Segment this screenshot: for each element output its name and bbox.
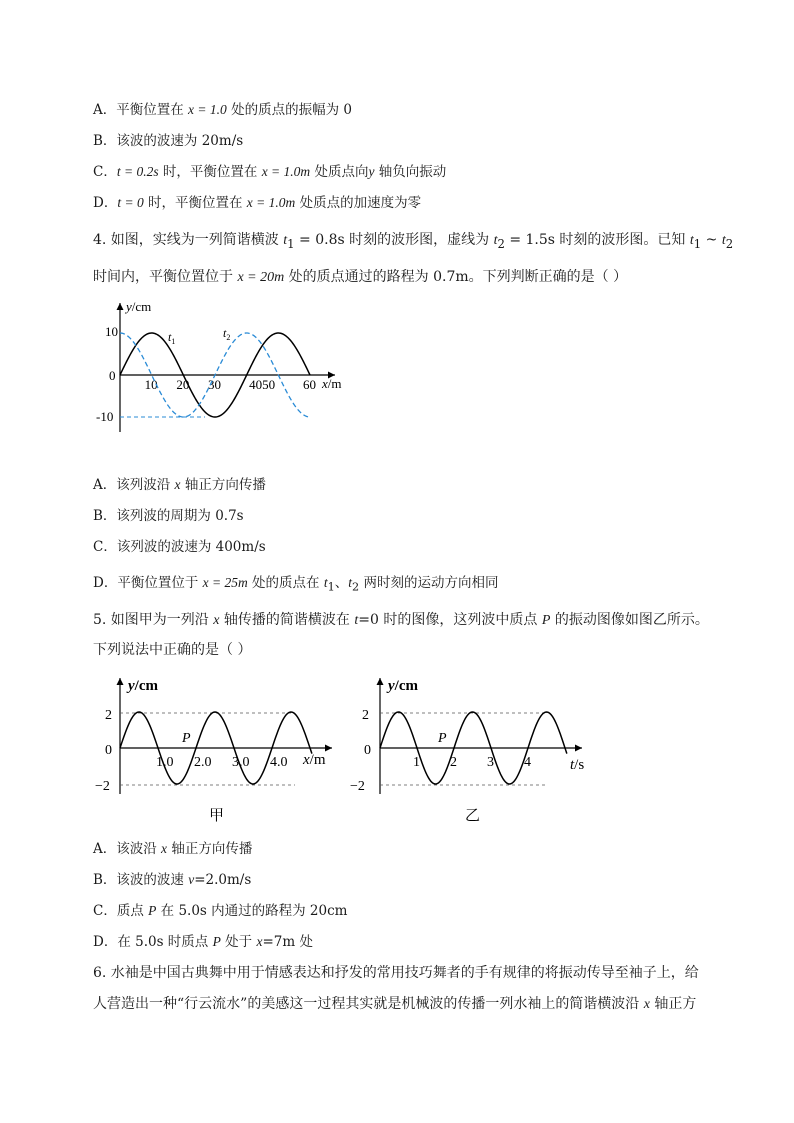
q3-option-c: C．t = 0.2s 时，平衡位置在 x = 1.0m 处质点向y 轴负向振动 <box>93 164 447 180</box>
q6-line2: 人营造出一种“行云流水”的美感这一过程其实就是机械波的传播一列水袖上的简谐横波沿 x 轴正方 <box>93 996 697 1012</box>
yi-xtick-2: 3 <box>487 755 494 770</box>
q3-option-d: D．t = 0 时，平衡位置在 x = 1.0m 处质点的加速度为零 <box>93 195 422 211</box>
jia-xtick-0: 1.0 <box>156 755 174 770</box>
q5-chart-jia <box>95 672 345 827</box>
q4-xtick-0: 10 <box>144 377 158 392</box>
jia-point-label: P <box>182 731 191 746</box>
q4-ytick-10: 10 <box>105 324 118 339</box>
q5-option-d: D．在 5.0s 时质点 P 处于 x=7m 处 <box>93 934 313 950</box>
q5-option-b: B．该波的波速 v=2.0m/s <box>93 872 252 888</box>
q5-option-c: C．质点 P 在 5.0s 内通过的路程为 20cm <box>93 903 348 919</box>
q4-origin: 0 <box>109 368 116 383</box>
q4-option-c: C．该列波的波速为 400m/s <box>93 539 266 555</box>
yi-xtick-1: 2 <box>450 755 457 770</box>
yi-xtick-0: 1 <box>413 755 420 770</box>
jia-xtick-1: 2.0 <box>194 755 212 770</box>
q4-x-label: x/m <box>322 376 342 391</box>
q4-ytick-neg10: -10 <box>96 409 114 424</box>
q4-option-a: A．该列波沿 x 轴正方向传播 <box>93 477 266 493</box>
q4-xtick-4: 60 <box>303 377 316 392</box>
jia-ytick-2: 2 <box>105 708 112 723</box>
jia-xtick-2: 3.0 <box>232 755 250 770</box>
q3-option-b: B．该波的波速为 20m/s <box>93 133 244 149</box>
q5-stem-line2: 下列说法中正确的是（ ） <box>93 642 252 658</box>
q4-stem-line1: 4. 如图，实线为一列简谐横波 $t_1 = 0.8s$ 时刻的波形图，虚线为 $t_2 = 1.5s$ 时刻的波形图。已知 $t_1$ ~ $t_2$ <box>93 232 734 251</box>
yi-ytick-neg2: −2 <box>350 779 365 794</box>
jia-y-label: y/cm <box>128 678 158 694</box>
jia-ytick-neg2: −2 <box>95 779 110 794</box>
q5-stem-line1: 5. 如图甲为一列沿 x 轴传播的简谐横波在 t=0 时的图像，这列波中质点 P 的振动图像如图乙所示。 <box>93 612 709 628</box>
jia-origin: 0 <box>105 743 112 758</box>
q4-option-d: D．平衡位置位于 x = 25m 处的质点在 $t_1$、$t_2$ 两时刻的运动方向相同 <box>93 575 499 594</box>
q4-xtick-2: 30 <box>208 377 221 392</box>
q4-stem-line2: 时间内，平衡位置位于 x = 20m 处的质点通过的路程为 0.7m。下列判断正确的是（ ） <box>93 269 628 285</box>
yi-x-label: t/s <box>570 757 585 773</box>
q5-chart-yi <box>342 672 602 827</box>
yi-caption: 乙 <box>465 808 481 824</box>
q4-label-t2: $t_2$ <box>223 326 231 342</box>
q4-option-b: B．该列波的周期为 0.7s <box>93 508 244 524</box>
q4-wave-chart <box>95 295 365 440</box>
q4-xtick-3: 4050 <box>249 377 276 392</box>
q4-label-t1: $t_1$ <box>168 330 176 346</box>
jia-xtick-3: 4.0 <box>270 755 288 770</box>
jia-caption: 甲 <box>209 808 225 824</box>
q4-y-label: y/cm <box>126 299 152 314</box>
yi-origin: 0 <box>364 743 371 758</box>
yi-y-label: y/cm <box>388 678 418 694</box>
q5-option-a: A．该波沿 x 轴正方向传播 <box>93 841 253 857</box>
jia-x-label: x/m <box>303 752 326 768</box>
q3-option-a: A．平衡位置在 x = 1.0 处的质点的振幅为 0 <box>93 102 352 118</box>
yi-ytick-2: 2 <box>362 708 369 723</box>
q4-xtick-1: 20 <box>176 377 190 392</box>
yi-point-label: P <box>438 731 447 746</box>
yi-xtick-3: 4 <box>524 755 531 770</box>
q6-line1: 6. 水袖是中国古典舞中用于情感表达和抒发的常用技巧舞者的手有规律的将振动传导至袖子上，给 <box>93 965 699 981</box>
